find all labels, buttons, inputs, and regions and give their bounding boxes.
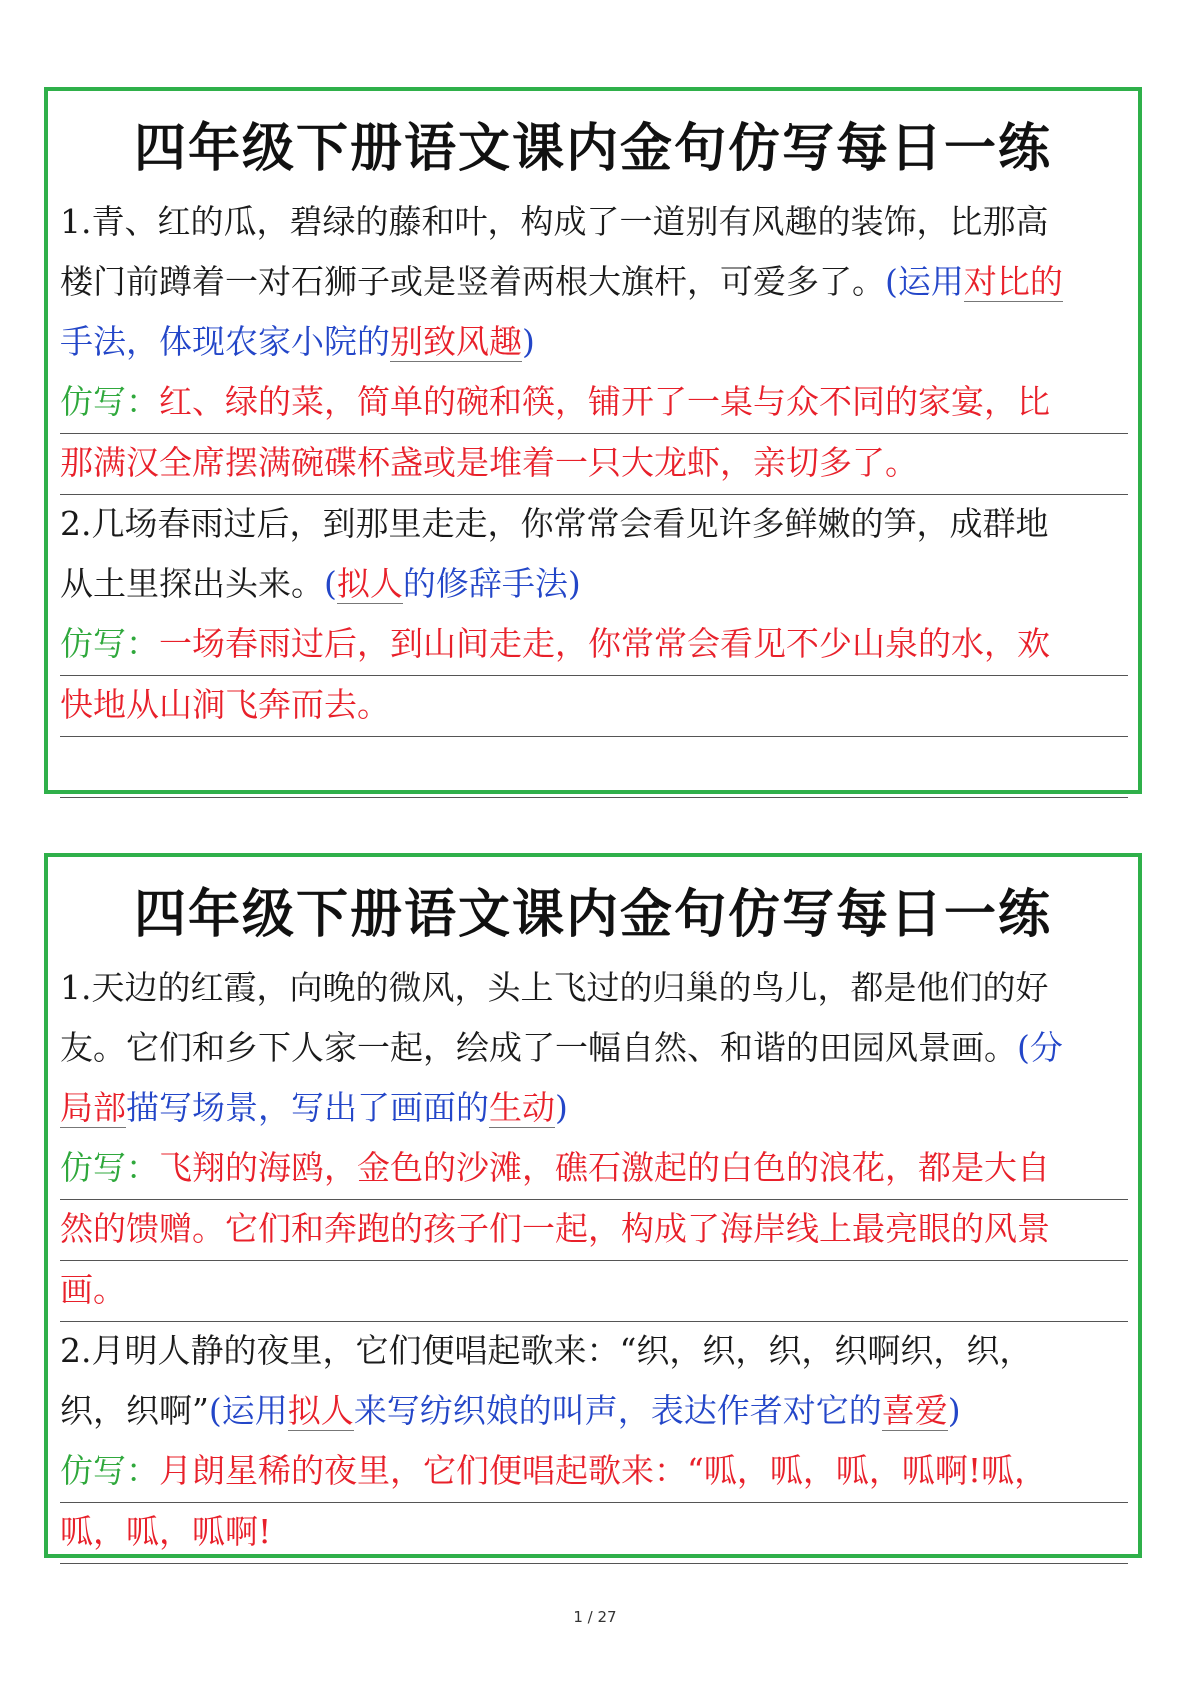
imitation-2-line-1 [60,1442,1128,1503]
imitation-text: 快地从山涧飞奔而去。 [60,685,390,724]
imitation-text: 飞翔的海鸥，金色的沙滩，礁石激起的白色的浪花，都是大自 [159,1148,1050,1187]
sentence-2-line-2 [60,555,1128,615]
imitation-1-line-2 [60,1200,1128,1261]
sentence-1-line-3 [60,313,1128,373]
imitation-1-line-1 [60,1139,1128,1200]
annotation-keyword: 喜爱 [881,1391,948,1430]
sentence-text: 织，织啊” [60,1391,209,1430]
sentence-2-line-2 [60,1382,1128,1442]
annotation-note: ) [947,1391,961,1430]
imitation-text: 那满汉全席摆满碗碟杯盏或是堆着一只大龙虾，亲切多了。 [60,443,918,482]
card-title: 四年级下册语文课内金句仿写每日一练 [133,885,1052,945]
card-body [60,959,1128,1564]
annotation-note: (运用 [885,262,964,301]
imitation-label: 仿写： [60,382,159,421]
imitation-text: 月朗星稀的夜里，它们便唱起歌来：“呱，呱，呱，呱啊!呱， [159,1451,1048,1490]
imitation-text: 一场春雨过后，到山间走走，你常常会看见不少山泉的水，欢 [159,624,1050,663]
imitation-1-line-1 [60,373,1128,434]
annotation-keyword: 对比的 [963,262,1063,301]
imitation-2-line-2 [60,676,1128,737]
annotation-note: ) [522,322,535,361]
sentence-text: 2.几场春雨过后，到那里走走，你常常会看见许多鲜嫩的笋，成群地 [60,504,1049,543]
annotation-keyword: 局部 [60,1088,126,1127]
blank-writing-line [60,737,1128,798]
annotation-keyword: 别致风趣 [390,322,522,361]
annotation-note: 的修辞手法) [402,564,581,603]
annotation-note: 来写纺织娘的叫声，表达作者对它的 [353,1391,882,1430]
annotation-note: ( [324,564,337,603]
sentence-1-line-1 [60,193,1128,253]
imitation-1-line-2 [60,434,1128,495]
imitation-label: 仿写： [60,624,159,663]
sentence-text: 1.天边的红霞，向晚的微风，头上飞过的归巢的鸟儿，都是他们的好 [60,968,1049,1007]
annotation-keyword: 生动 [489,1088,555,1127]
sentence-1-line-3 [60,1079,1128,1139]
imitation-text: 画。 [60,1270,126,1309]
annotation-note: 手法，体现农家小院的 [60,322,390,361]
imitation-2-line-2 [60,1503,1128,1564]
page-number: 1 / 27 [573,1608,617,1626]
sentence-2-line-1 [60,1322,1128,1382]
annotation-note: ) [555,1088,568,1127]
imitation-label: 仿写： [60,1451,159,1490]
exercise-card-1 [44,87,1142,794]
imitation-text: 红、绿的菜，简单的碗和筷，铺开了一桌与众不同的家宴，比 [159,382,1050,421]
imitation-text: 然的馈赠。它们和奔跑的孩子们一起，构成了海岸线上最亮眼的风景 [60,1209,1050,1248]
annotation-keyword: 拟人 [287,1391,354,1430]
imitation-label: 仿写： [60,1148,159,1187]
card-title: 四年级下册语文课内金句仿写每日一练 [133,119,1052,179]
card-body [60,193,1128,798]
imitation-1-line-3 [60,1261,1128,1322]
imitation-text: 呱，呱，呱啊! [60,1512,272,1551]
annotation-note: (分 [1017,1028,1063,1067]
sentence-text: 1.青、红的瓜，碧绿的藤和叶，构成了一道别有风趣的装饰，比那高 [60,202,1049,241]
annotation-keyword: 拟人 [336,564,403,603]
sentence-text: 从土里探出头来。 [60,564,324,603]
sentence-2-line-1 [60,495,1128,555]
sentence-1-line-1 [60,959,1128,1019]
sentence-text: 友。它们和乡下人家一起，绘成了一幅自然、和谐的田园风景画。 [60,1028,1017,1067]
annotation-note: 描写场景，写出了画面的 [126,1088,489,1127]
sentence-1-line-2 [60,253,1128,313]
imitation-2-line-1 [60,615,1128,676]
sentence-1-line-2 [60,1019,1128,1079]
sentence-text: 楼门前蹲着一对石狮子或是竖着两根大旗杆，可爱多了。 [60,262,885,301]
annotation-note: (运用 [208,1391,288,1430]
sentence-text: 2.月明人静的夜里，它们便唱起歌来：“织，织，织，织啊织，织， [60,1331,1033,1370]
exercise-card-2 [44,853,1142,1558]
